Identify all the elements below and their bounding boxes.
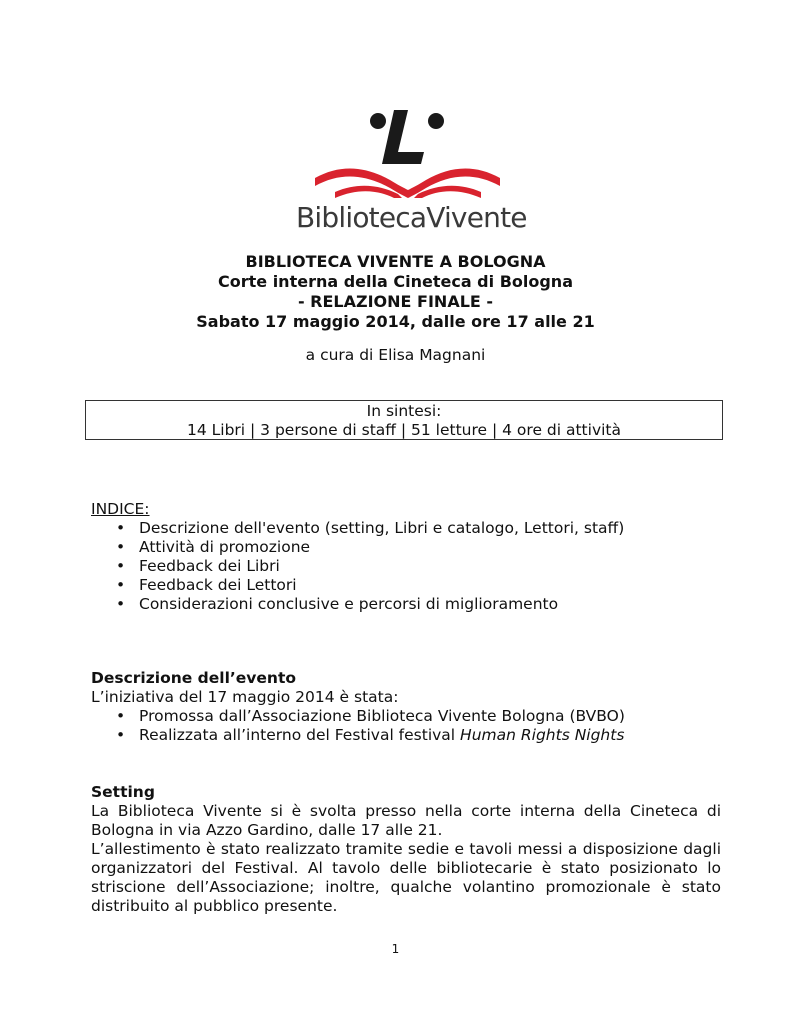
summary-text: 14 Libri | 3 persone di staff | 51 letture | 4 ore di attività xyxy=(186,421,621,439)
bullet-icon: • xyxy=(116,576,126,594)
report-title-line2: Corte interna della Cineteca di Bologna xyxy=(218,272,573,291)
list-item: • Descrizione dell'evento (setting, Libri e catalogo, Lettori, staff) xyxy=(116,519,625,537)
description-heading: Descrizione dell’evento xyxy=(91,669,297,687)
summary-box xyxy=(85,400,723,440)
logo-wordmark: BibliotecaVivente xyxy=(296,201,527,234)
summary-title: In sintesi: xyxy=(366,402,442,420)
index-title: INDICE: xyxy=(91,500,150,518)
logo-letter-l xyxy=(382,110,424,164)
report-title-line3: - RELAZIONE FINALE - xyxy=(297,292,494,311)
report-title-line1: BIBLIOTECA VIVENTE A BOLOGNA xyxy=(245,252,546,271)
list-item: • Promossa dall’Associazione Biblioteca Vivente Bologna (BVBO) xyxy=(116,707,625,725)
logo-graphic xyxy=(290,100,530,200)
index-list xyxy=(91,519,721,614)
bullet-icon: • xyxy=(116,707,126,725)
description-list xyxy=(91,707,721,745)
logo-dot-left xyxy=(370,113,386,129)
page-number: 1 xyxy=(391,942,400,956)
curator-line: a cura di Elisa Magnani xyxy=(305,346,486,364)
setting-paragraph-2: L’allestimento è stato realizzato tramite sedie e tavoli messi a disposizione dagli organizzatori del Festival. Al tavolo delle bibliotecarie è stato posizionato lo striscione dell’Associazione; inoltre, qualche volantino promozionale è stato distribuito al pubblico presente. xyxy=(91,840,721,915)
setting-paragraph-1: La Biblioteca Vivente si è svolta presso nella corte interna della Cineteca di Bologna in via Azzo Gardino, dalle 17 alle 21. xyxy=(91,802,721,839)
list-item: • Realizzata all’interno del Festival festival Human Rights Nights xyxy=(116,726,625,744)
list-item: • Attività di promozione xyxy=(116,538,311,556)
report-title-line4: Sabato 17 maggio 2014, dalle ore 17 alle 21 xyxy=(196,312,595,331)
setting-body xyxy=(91,802,721,916)
bullet-icon: • xyxy=(116,595,126,613)
list-item: • Considerazioni conclusive e percorsi di miglioramento xyxy=(116,595,559,613)
setting-heading: Setting xyxy=(91,783,155,801)
bullet-icon: • xyxy=(116,557,126,575)
logo-dot-right xyxy=(428,113,444,129)
bullet-icon: • xyxy=(116,538,126,556)
festival-name: Human Rights Nights xyxy=(460,726,625,744)
list-item: • Feedback dei Libri xyxy=(116,557,280,575)
list-item: • Feedback dei Lettori xyxy=(116,576,297,594)
description-intro: L’iniziativa del 17 maggio 2014 è stata: xyxy=(91,688,399,706)
bullet-icon: • xyxy=(116,726,126,744)
biblioteca-vivente-logo xyxy=(290,100,530,240)
bullet-icon: • xyxy=(116,519,126,537)
report-title-block xyxy=(0,252,791,332)
